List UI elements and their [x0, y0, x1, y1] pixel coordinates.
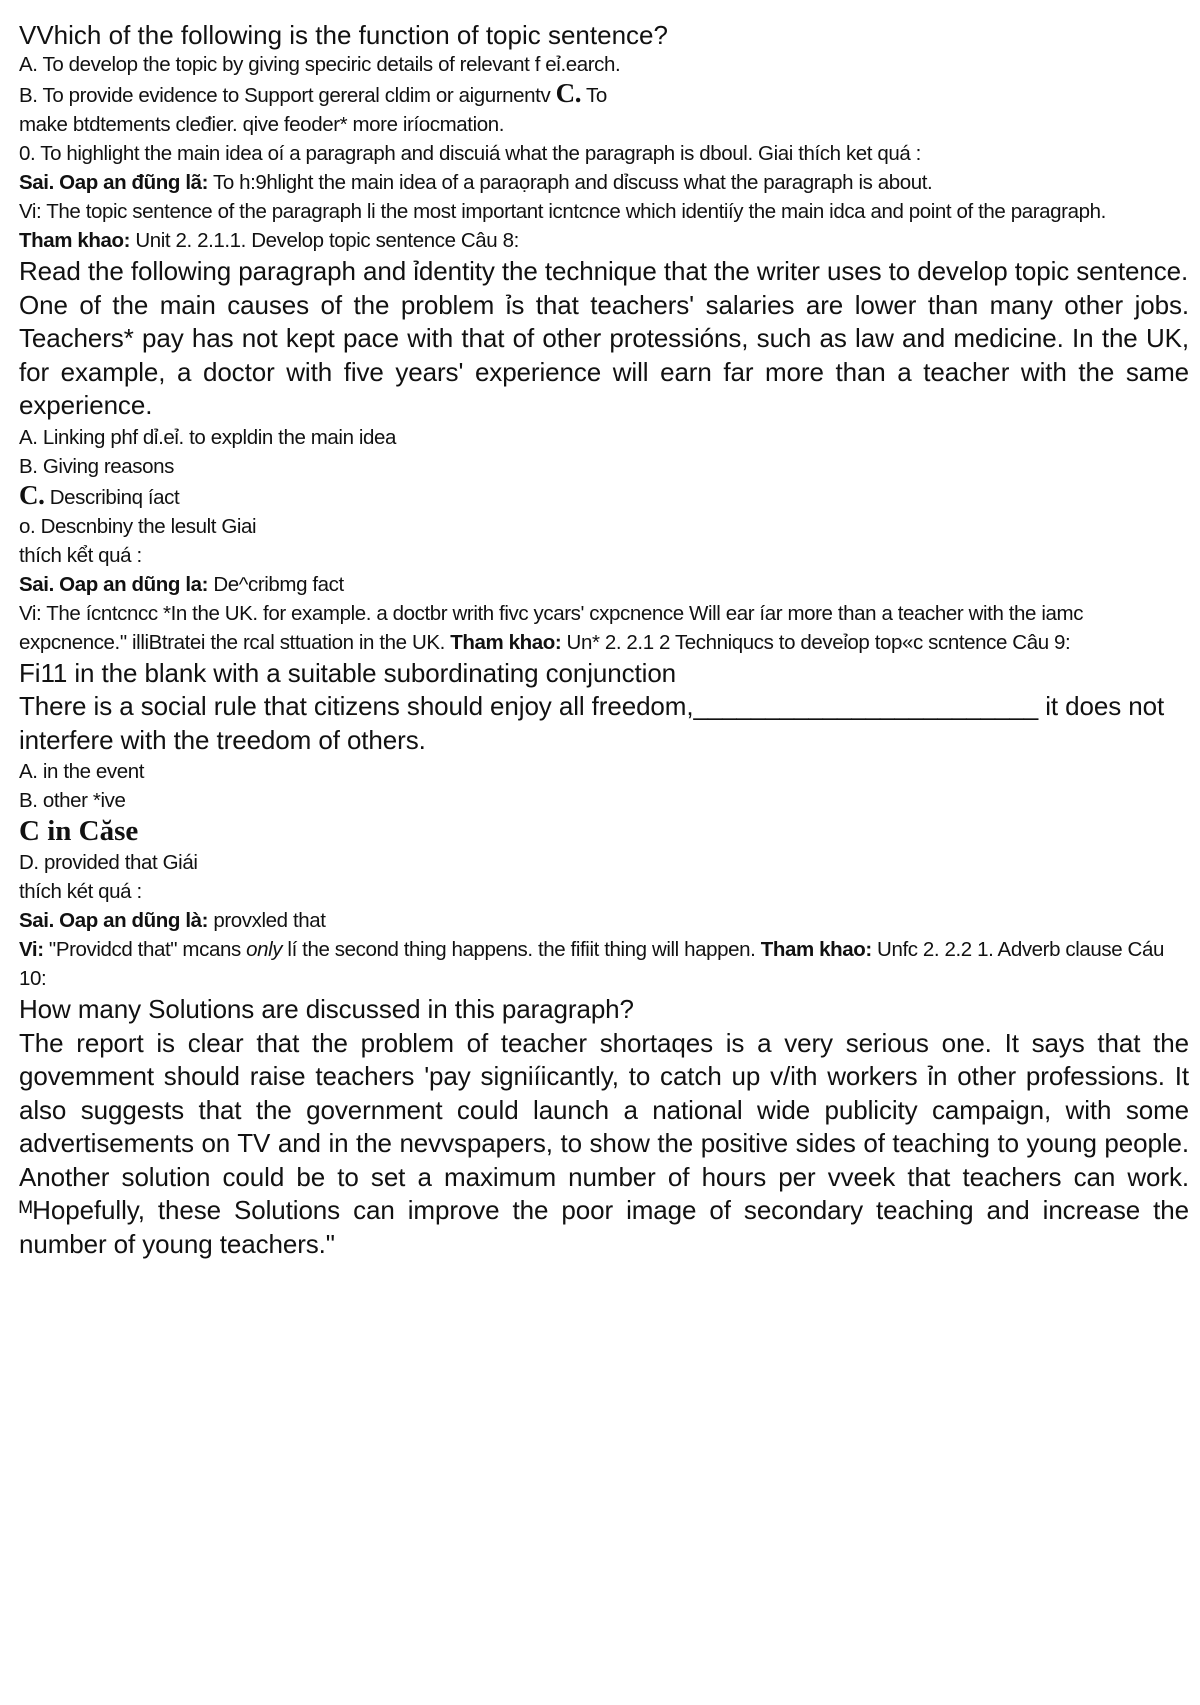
text-run: To [581, 84, 607, 107]
text-paragraph [19, 423, 1189, 452]
text-run: 0. To highlight the main idea oí a paragraph and discuiá what the paragraph is dboul. Giai thích ket quá : [19, 142, 921, 165]
text-paragraph [19, 110, 1189, 139]
text-paragraph [19, 255, 1189, 289]
text-run: B. Giving reasons [19, 454, 174, 478]
bold-label: Sai. Oap an đũng lã: [19, 171, 209, 194]
text-run: The report is clear that the problem of teacher shortaqes is a very serious one. It says that the govemment should raise teachers 'pay signiíicantly, to catch up v/ith workers ỉn other professions. It also suggests that the government could launch a national wide publicity campaign, with some advertisements on TV and in the nevvspapers, to show the positive sides of teaching to young people. Another solution could be to set a maximum number of hours per vveek that teachers can work. ᴹHopefully, these Solutions can improve the poor image of secondary teaching and increase the number of young teachers." [19, 1027, 1189, 1259]
text-paragraph [19, 289, 1189, 423]
text-run: make btdtements cleđier. qive feoder* more iríocmation. [19, 113, 505, 136]
bold-label: Tham khao: [450, 630, 562, 654]
text-paragraph [19, 848, 1189, 877]
text-run: Read the following paragraph and ỉdentity the technique that the writer uses to develop topic sentence. [19, 256, 1189, 286]
text-paragraph [19, 512, 1189, 541]
text-paragraph [19, 877, 1189, 906]
bold-label: Sai. Oap an dũng là: [19, 909, 209, 932]
document-body [19, 20, 1189, 1261]
text-run: o. Descnbiny the lesult Giai [19, 514, 257, 538]
text-paragraph [19, 197, 1189, 226]
text-run: "Providcd that" mcans [43, 938, 247, 961]
bold-label: Tham khao: [19, 229, 131, 252]
text-paragraph [19, 570, 1189, 599]
text-run: C in Căse [19, 815, 139, 847]
bold-label: Sai. Oap an dũng la: [19, 572, 209, 596]
text-paragraph [19, 906, 1189, 935]
text-paragraph [19, 757, 1189, 786]
text-paragraph [19, 786, 1189, 815]
text-run: C. [555, 78, 582, 108]
text-paragraph [19, 935, 1189, 993]
text-run: B. To provide evidence to Support gereral cldim or aigurnentv [19, 84, 556, 107]
text-paragraph [19, 657, 1189, 691]
text-run: thích kểt quá : [19, 543, 142, 567]
text-paragraph [19, 599, 1189, 657]
text-run: thích két quá : [19, 880, 142, 903]
text-paragraph [19, 452, 1189, 481]
text-paragraph [19, 79, 1189, 110]
text-run: A. Linking phf dỉ.eỉ. to expldin the main idea [19, 425, 397, 449]
text-run: Unit 2. 2.1.1. Develop topic sentence Câu 8: [130, 229, 519, 252]
text-run: Fi11 in the blank with a suitable subordinating conjunction [19, 657, 677, 688]
bold-label: Tham khao: [760, 938, 872, 961]
text-run: lí the second thing happens. the fifiit thing will happen. [282, 938, 761, 961]
text-paragraph [19, 50, 1189, 79]
text-run: A. To develop the topic by giving speciric details of relevant f eỉ.earch. [19, 53, 621, 76]
text-run: A. in the event [19, 760, 145, 783]
text-run: To h:9hlight the main idea of a paraọraph and dỉscuss what the paragraph is about. [208, 171, 933, 194]
text-run: only [246, 938, 283, 961]
text-run: De^cribmg fact [208, 572, 344, 596]
text-paragraph [19, 1027, 1189, 1262]
text-paragraph [19, 690, 1189, 757]
text-paragraph [19, 20, 1189, 50]
text-run: provxled that [208, 909, 326, 932]
text-run: How many Solutions are discussed in this paragraph? [19, 994, 634, 1024]
text-run: C. [19, 479, 45, 510]
text-run: Vi: The ícntcncc *In the UK. for example. a doctbr writh fivc ycars' cxpcnence Will ear íar more than a teacher with the iamc expcnence." illiBtratei the rcal sttuation in the UK. [19, 601, 1084, 654]
text-paragraph [19, 541, 1189, 570]
text-run: VVhich of the following is the function of topic sentence? [19, 20, 668, 50]
text-paragraph [19, 815, 1189, 848]
text-paragraph [19, 993, 1189, 1027]
text-run: Vi: The topic sentence of the paragraph li the most important icntcnce which identiíy the main idca and point of the paragraph. [19, 200, 1106, 223]
text-run: There is a social rule that citizens should enjoy all freedom,________________________ it does not interfere with the treedom of others. [19, 691, 1165, 755]
text-paragraph [19, 226, 1189, 255]
text-run: One of the main causes of the problem ỉs that teachers' salaries are lower than many other jobs. Teachers* pay has not kept pace with that of other protessións, such as law and medicine. In the UK, for example, a doctor with five years' experience will earn far more than a teacher with the same experience. [19, 289, 1189, 420]
text-paragraph [19, 481, 1189, 512]
text-run: B. other *ive [19, 789, 126, 812]
text-paragraph [19, 168, 1189, 197]
text-run: Describinq íact [44, 485, 180, 509]
text-paragraph [19, 139, 1189, 168]
text-run: D. provided that Giái [19, 851, 198, 874]
bold-label: Vi: [19, 938, 44, 961]
text-run: Un* 2. 2.1 2 Techniqucs to deveỉop top«c scntence Câu 9: [561, 630, 1071, 654]
text-run: Unfc 2. 2.2 1. Adverb clause Cáu 10: [19, 938, 1164, 990]
